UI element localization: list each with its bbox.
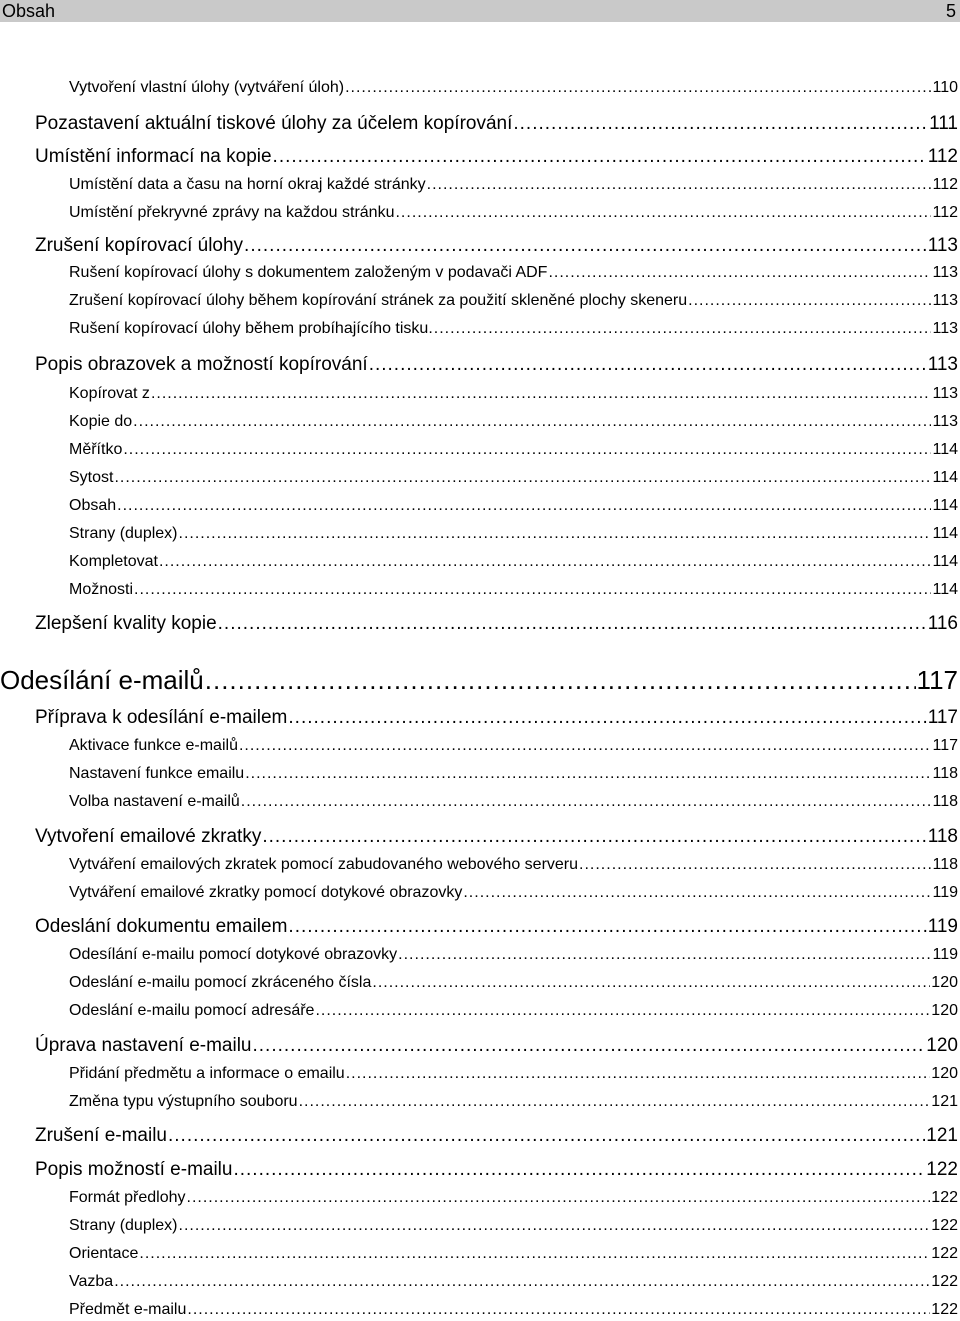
- toc-entry-title: Změna typu výstupního souboru: [69, 1093, 298, 1110]
- toc-entry-title: Popis možností e-mailu: [35, 1159, 233, 1180]
- dot-leader: [117, 497, 931, 515]
- dot-leader: [513, 113, 928, 135]
- toc-entry-title: Rušení kopírovací úlohy během probíhajícího tisku.: [69, 320, 433, 337]
- toc-entry[interactable]: [69, 1002, 958, 1020]
- toc-entry-page-number: 114: [932, 581, 958, 598]
- dot-leader: [253, 1035, 926, 1057]
- toc-entry-title: Vytvoření emailové zkratky: [35, 826, 262, 847]
- toc-entry-title: Příprava k odesílání e-mailem: [35, 707, 288, 728]
- toc-entry-title: Orientace: [69, 1245, 139, 1262]
- toc-entry-title: Zrušení kopírovací úlohy: [35, 235, 244, 256]
- toc-entry-page-number: 122: [931, 1217, 958, 1234]
- toc-entry-page-number: 119: [932, 946, 958, 963]
- toc-entry[interactable]: [69, 525, 958, 543]
- toc-entry-page-number: 118: [932, 856, 958, 873]
- dot-leader: [134, 581, 931, 599]
- dot-leader: [245, 765, 931, 783]
- toc-entry-page-number: 122: [931, 1273, 958, 1290]
- dot-leader: [299, 1093, 931, 1111]
- toc-entry-title: Strany (duplex): [69, 525, 178, 542]
- dot-leader: [179, 525, 932, 543]
- toc-entry-title: Kompletovat: [69, 553, 158, 570]
- toc-entry[interactable]: [35, 113, 958, 135]
- dot-leader: [398, 946, 931, 964]
- dot-leader: [463, 884, 931, 902]
- dot-leader: [205, 665, 916, 696]
- toc-entry-page-number: 117: [927, 707, 958, 728]
- toc-entry-title: Možnosti: [69, 581, 134, 598]
- toc-entry[interactable]: [69, 79, 958, 97]
- toc-entry[interactable]: [35, 916, 958, 938]
- toc-entry-title: Úprava nastavení e-mailu: [35, 1035, 252, 1056]
- dot-leader: [688, 292, 931, 310]
- toc-entry[interactable]: [69, 765, 958, 783]
- toc-entry-page-number: 120: [931, 1065, 958, 1082]
- toc-entry[interactable]: [69, 320, 958, 338]
- toc-entry-page-number: 122: [931, 1189, 958, 1206]
- toc-entry-page-number: 112: [927, 146, 958, 167]
- dot-leader: [427, 176, 932, 194]
- toc-entry-title: Předmět e-mailu: [69, 1301, 187, 1318]
- toc-entry[interactable]: [69, 497, 958, 515]
- toc-entry-page-number: 122: [931, 1301, 958, 1318]
- header-title: Obsah: [2, 1, 56, 21]
- toc-entry-page-number: 114: [932, 469, 958, 486]
- dot-leader: [114, 1273, 930, 1291]
- toc-entry-title: Vytváření emailových zkratek pomocí zabudovaného webového serveru: [69, 856, 579, 873]
- toc-entry[interactable]: [69, 176, 958, 194]
- toc-entry-page-number: 118: [927, 826, 958, 847]
- toc-entry[interactable]: [35, 826, 958, 848]
- toc-entry[interactable]: [35, 1035, 958, 1057]
- toc-entry-page-number: 120: [931, 974, 958, 991]
- dot-leader: [239, 737, 932, 755]
- toc-entry-page-number: 113: [932, 385, 958, 402]
- toc-entry-page-number: 119: [927, 916, 958, 937]
- dot-leader: [369, 354, 927, 376]
- toc-entry-page-number: 117: [916, 665, 958, 695]
- toc-entry[interactable]: [35, 146, 958, 168]
- toc-entry[interactable]: [69, 737, 958, 755]
- toc-entry-title: Vytvoření vlastní úlohy (vytváření úloh): [69, 79, 345, 96]
- toc-entry-title: Vytváření emailové zkratky pomocí dotykové obrazovky: [69, 884, 463, 901]
- toc-entry-title: Zlepšení kvality kopie: [35, 613, 217, 634]
- toc-entry-page-number: 114: [932, 497, 958, 514]
- toc-entry[interactable]: [69, 292, 958, 310]
- toc-entry[interactable]: [35, 1125, 958, 1147]
- toc-entry[interactable]: [69, 974, 958, 992]
- toc-entry-title: Zrušení e-mailu: [35, 1125, 167, 1146]
- toc-entry-title: Obsah: [69, 497, 117, 514]
- toc-entry-title: Popis obrazovek a možností kopírování: [35, 354, 368, 375]
- toc-entry-title: Odesílání e-mailu pomocí dotykové obrazovky: [69, 946, 398, 963]
- dot-leader: [288, 707, 926, 729]
- toc-entry[interactable]: [69, 264, 958, 282]
- toc-entry-page-number: 121: [926, 1125, 958, 1146]
- toc-entry-page-number: 118: [932, 793, 958, 810]
- toc-entry-title: Volba nastavení e-mailů: [69, 793, 240, 810]
- dot-leader: [159, 553, 932, 571]
- dot-leader: [139, 1245, 930, 1263]
- toc-entry[interactable]: [69, 1273, 958, 1291]
- toc-entry[interactable]: [69, 793, 958, 811]
- toc-entry[interactable]: [69, 1189, 958, 1207]
- toc-entry[interactable]: [35, 235, 958, 257]
- toc-entry-page-number: 114: [932, 441, 958, 458]
- toc-entry-title: Měřítko: [69, 441, 123, 458]
- toc-entry-page-number: 114: [932, 525, 958, 542]
- toc-entry[interactable]: [69, 441, 958, 459]
- toc-entry-title: Formát předlohy: [69, 1189, 186, 1206]
- toc-entry-page-number: 113: [927, 354, 958, 375]
- dot-leader: [241, 793, 932, 811]
- toc-entry[interactable]: [0, 665, 958, 696]
- toc-entry-title: Umístění data a času na horní okraj každé stránky: [69, 176, 426, 193]
- dot-leader: [187, 1189, 931, 1207]
- toc-entry[interactable]: [35, 707, 958, 729]
- toc-entry-page-number: 113: [932, 320, 958, 337]
- toc-entry-page-number: 122: [931, 1245, 958, 1262]
- toc-entry-title: Odeslání e-mailu pomocí adresáře: [69, 1002, 315, 1019]
- header-page-number: 5: [945, 1, 956, 21]
- toc-entry-title: Nastavení funkce emailu: [69, 765, 245, 782]
- toc-entry-page-number: 113: [932, 413, 958, 430]
- toc-entry[interactable]: [69, 1245, 958, 1263]
- toc-entry-page-number: 120: [926, 1035, 958, 1056]
- toc-entry[interactable]: [69, 204, 958, 222]
- toc-entry-title: Přidání předmětu a informace o emailu: [69, 1065, 345, 1082]
- toc-entry-page-number: 117: [932, 737, 958, 754]
- toc-entry-title: Kopírovat z: [69, 385, 150, 402]
- toc-entry[interactable]: [35, 613, 958, 635]
- toc-entry-title: Odeslání dokumentu emailem: [35, 916, 288, 937]
- dot-leader: [233, 1159, 925, 1181]
- toc-entry-page-number: 113: [927, 235, 958, 256]
- toc-entry[interactable]: [69, 413, 958, 431]
- dot-leader: [579, 856, 931, 874]
- toc-entry[interactable]: [69, 884, 958, 902]
- toc-entry-page-number: 116: [927, 613, 958, 634]
- toc-entry[interactable]: [69, 1301, 958, 1319]
- dot-leader: [133, 413, 931, 431]
- dot-leader: [273, 146, 927, 168]
- toc-entry-title: Rušení kopírovací úlohy s dokumentem založeným v podavači ADF: [69, 264, 548, 281]
- toc-entry-title: Odeslání e-mailu pomocí zkráceného čísla: [69, 974, 372, 991]
- dot-leader: [262, 826, 926, 848]
- dot-leader: [345, 79, 931, 97]
- dot-leader: [114, 469, 931, 487]
- toc-entry-title: Umístění překryvné zprávy na každou stránku: [69, 204, 395, 221]
- toc-entry[interactable]: [69, 553, 958, 571]
- dot-leader: [179, 1217, 931, 1235]
- toc-entry-page-number: 112: [932, 176, 958, 193]
- toc-entry-title: Odesílání e-mailů: [0, 665, 204, 695]
- dot-leader: [315, 1002, 930, 1020]
- toc-entry-page-number: 122: [926, 1159, 958, 1180]
- toc-entry-page-number: 110: [932, 79, 958, 96]
- toc-entry[interactable]: [69, 581, 958, 599]
- toc-entry[interactable]: [69, 856, 958, 874]
- toc-entry-page-number: 113: [932, 292, 958, 309]
- toc-entry-page-number: 112: [932, 204, 958, 221]
- dot-leader: [187, 1301, 930, 1319]
- dot-leader: [548, 264, 931, 282]
- page-header: [0, 0, 960, 22]
- dot-leader: [395, 204, 931, 222]
- toc-entry-page-number: 113: [932, 264, 958, 281]
- dot-leader: [168, 1125, 925, 1147]
- toc-entry[interactable]: [69, 469, 958, 487]
- dot-leader: [218, 613, 927, 635]
- dot-leader: [244, 235, 927, 257]
- toc-entry-page-number: 120: [931, 1002, 958, 1019]
- toc-entry-page-number: 111: [929, 113, 958, 134]
- toc-entry-title: Kopie do: [69, 413, 133, 430]
- toc-entry-page-number: 121: [931, 1093, 958, 1110]
- toc-entry-page-number: 118: [932, 765, 958, 782]
- toc-entry[interactable]: [35, 354, 958, 376]
- toc-entry[interactable]: [69, 1217, 958, 1235]
- toc-entry-title: Sytost: [69, 469, 114, 486]
- dot-leader: [288, 916, 926, 938]
- toc-entry-page-number: 114: [932, 553, 958, 570]
- toc-entry-title: Strany (duplex): [69, 1217, 178, 1234]
- dot-leader: [372, 974, 930, 992]
- dot-leader: [434, 320, 932, 338]
- dot-leader: [123, 441, 931, 459]
- toc-entry[interactable]: [69, 946, 958, 964]
- toc-entry[interactable]: [35, 1159, 958, 1181]
- toc-entry[interactable]: [69, 1065, 958, 1083]
- toc-entry[interactable]: [69, 1093, 958, 1111]
- toc-entry[interactable]: [69, 385, 958, 403]
- toc-entry-page-number: 119: [932, 884, 958, 901]
- dot-leader: [346, 1065, 931, 1083]
- toc-entry-title: Vazba: [69, 1273, 114, 1290]
- toc-entry-title: Zrušení kopírovací úlohy během kopírování stránek za použití skleněné plochy skeneru: [69, 292, 688, 309]
- toc-entry-title: Pozastavení aktuální tiskové úlohy za účelem kopírování: [35, 113, 513, 134]
- dot-leader: [151, 385, 932, 403]
- toc-entry-title: Umístění informací na kopie: [35, 146, 272, 167]
- toc-entry-title: Aktivace funkce e-mailů: [69, 737, 238, 754]
